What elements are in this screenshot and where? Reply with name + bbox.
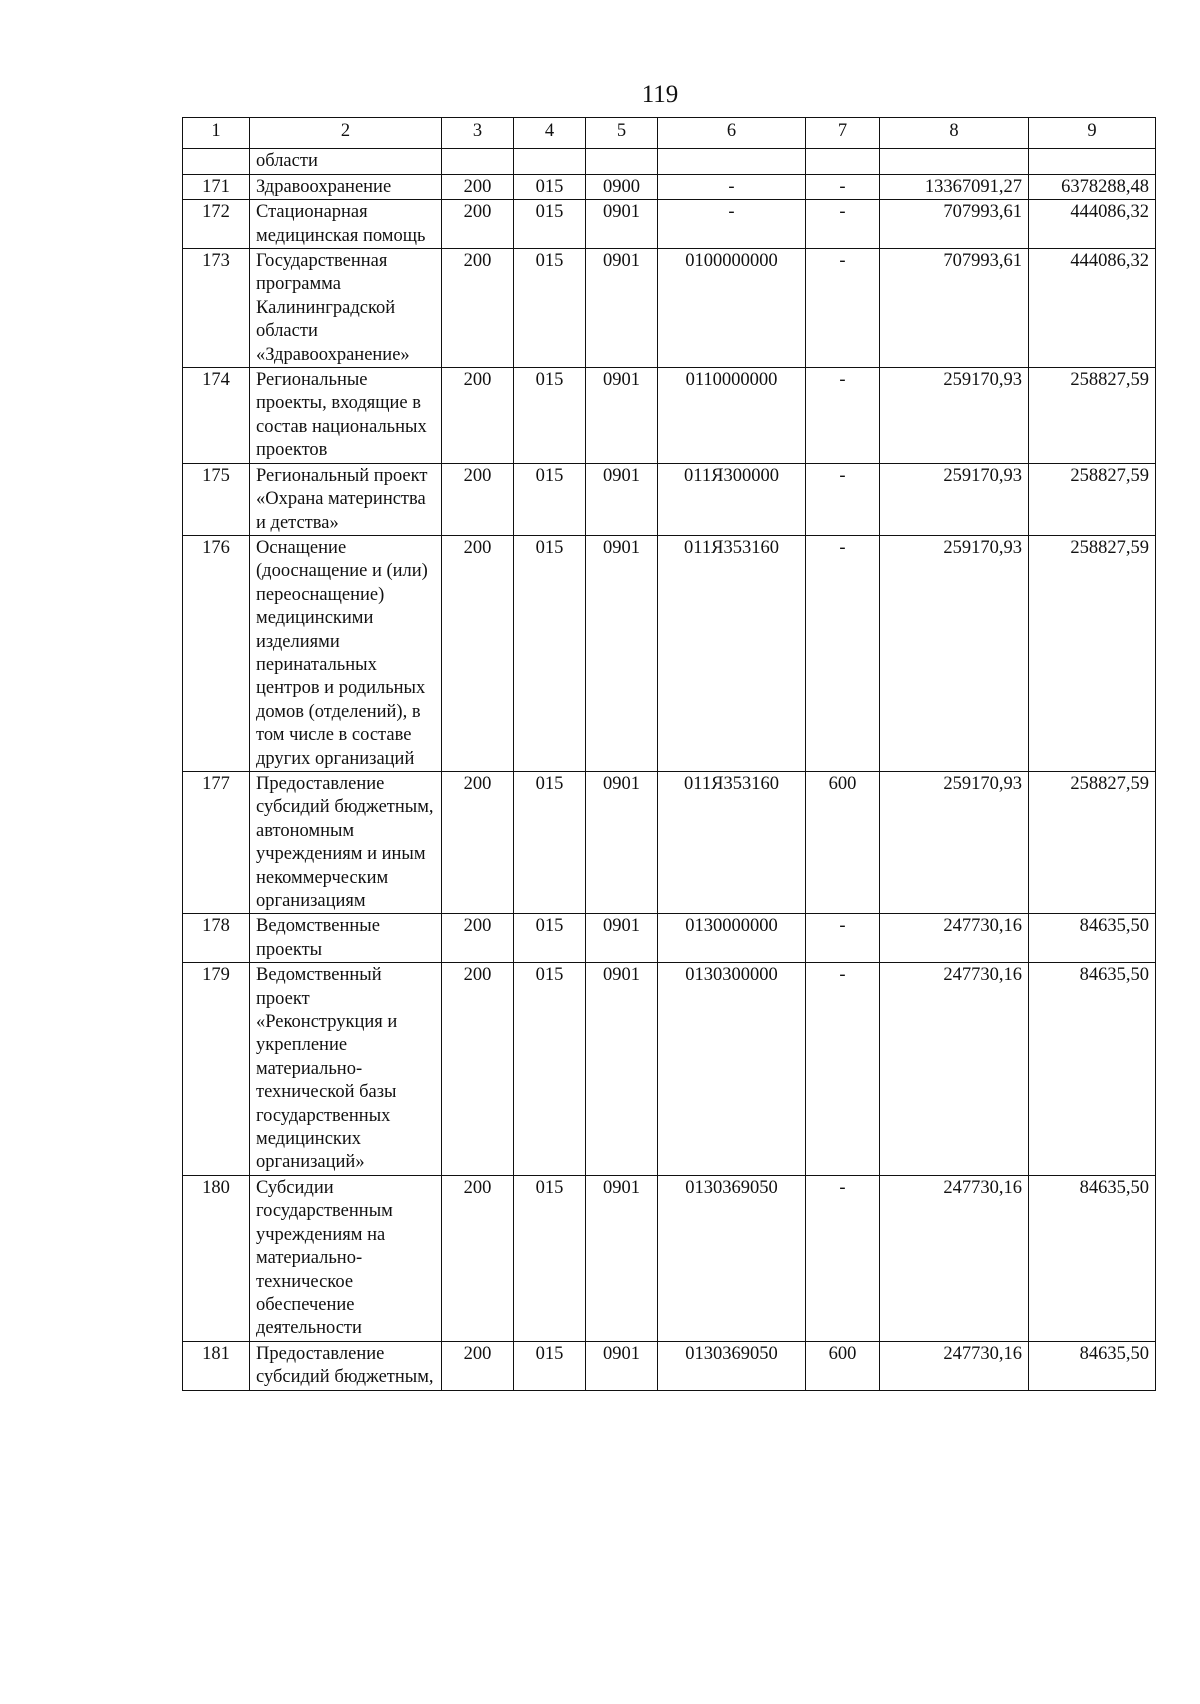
cell-col4 <box>514 149 586 174</box>
cell-col3: 200 <box>442 771 514 913</box>
cell-col4: 015 <box>514 174 586 199</box>
cell-col4: 015 <box>514 535 586 771</box>
table-row <box>183 963 1156 1176</box>
cell-col8: 259170,93 <box>880 463 1029 535</box>
cell-col5: 0901 <box>586 368 658 464</box>
cell-col5: 0901 <box>586 1175 658 1341</box>
cell-col7: 600 <box>806 771 880 913</box>
column-header-8: 8 <box>880 118 1029 149</box>
cell-col5: 0901 <box>586 1341 658 1390</box>
row-number: 178 <box>183 914 250 963</box>
cell-col6: 0130300000 <box>658 963 806 1176</box>
column-header-1: 1 <box>183 118 250 149</box>
cell-col8: 259170,93 <box>880 535 1029 771</box>
cell-col4: 015 <box>514 914 586 963</box>
cell-col5: 0901 <box>586 535 658 771</box>
cell-col6: 011Я353160 <box>658 771 806 913</box>
row-number: 180 <box>183 1175 250 1341</box>
cell-col6 <box>658 149 806 174</box>
cell-col4: 015 <box>514 463 586 535</box>
cell-col4: 015 <box>514 1341 586 1390</box>
row-name: Предоставление субсидий бюджетным, <box>250 1341 442 1390</box>
cell-col4: 015 <box>514 368 586 464</box>
row-number: 173 <box>183 249 250 368</box>
cell-col5: 0901 <box>586 771 658 913</box>
cell-col3: 200 <box>442 963 514 1176</box>
cell-col6: 0100000000 <box>658 249 806 368</box>
cell-col9: 258827,59 <box>1029 368 1156 464</box>
row-name: Предоставление субсидий бюджетным, автономным учреждениям и иным некоммерческим организациям <box>250 771 442 913</box>
row-name: Региональные проекты, входящие в состав национальных проектов <box>250 368 442 464</box>
table-row <box>183 1175 1156 1341</box>
cell-col7: - <box>806 963 880 1176</box>
cell-col3: 200 <box>442 463 514 535</box>
cell-col9: 258827,59 <box>1029 771 1156 913</box>
cell-col3: 200 <box>442 249 514 368</box>
cell-col9: 84635,50 <box>1029 963 1156 1176</box>
cell-col6: - <box>658 200 806 249</box>
cell-col4: 015 <box>514 1175 586 1341</box>
cell-col8: 259170,93 <box>880 771 1029 913</box>
cell-col8: 259170,93 <box>880 368 1029 464</box>
cell-col6: 011Я300000 <box>658 463 806 535</box>
row-name: Ведомственный проект «Реконструкция и укрепление материально-технической базы государственных медицинских организаций» <box>250 963 442 1176</box>
page-number: 119 <box>641 81 679 108</box>
table-row <box>183 200 1156 249</box>
row-name: Здравоохранение <box>250 174 442 199</box>
cell-col7: - <box>806 914 880 963</box>
cell-col4: 015 <box>514 771 586 913</box>
row-number: 172 <box>183 200 250 249</box>
cell-col8: 707993,61 <box>880 249 1029 368</box>
table-row <box>183 535 1156 771</box>
table-row <box>183 149 1156 174</box>
row-name: Оснащение (дооснащение и (или) переоснащение) медицинскими изделиями перинатальных центров и родильных домов (отделений), в том числе в составе других организаций <box>250 535 442 771</box>
row-number: 181 <box>183 1341 250 1390</box>
table-row <box>183 174 1156 199</box>
cell-col6: 0130369050 <box>658 1341 806 1390</box>
row-name: Региональный проект «Охрана материнства и детства» <box>250 463 442 535</box>
cell-col9: 84635,50 <box>1029 914 1156 963</box>
cell-col3: 200 <box>442 200 514 249</box>
row-number: 175 <box>183 463 250 535</box>
budget-table <box>182 117 1156 1391</box>
cell-col7: - <box>806 200 880 249</box>
cell-col9: 258827,59 <box>1029 463 1156 535</box>
cell-col4: 015 <box>514 249 586 368</box>
row-number: 176 <box>183 535 250 771</box>
cell-col6: - <box>658 174 806 199</box>
table-row <box>183 771 1156 913</box>
cell-col7: - <box>806 535 880 771</box>
row-number: 174 <box>183 368 250 464</box>
row-name: Субсидии государственным учреждениям на материально-техническое обеспечение деятельности <box>250 1175 442 1341</box>
row-name: Государственная программа Калининградской области «Здравоохранение» <box>250 249 442 368</box>
cell-col6: 0130000000 <box>658 914 806 963</box>
cell-col8: 247730,16 <box>880 1175 1029 1341</box>
cell-col9: 84635,50 <box>1029 1175 1156 1341</box>
cell-col5: 0900 <box>586 174 658 199</box>
column-header-3: 3 <box>442 118 514 149</box>
row-number <box>183 149 250 174</box>
column-header-2: 2 <box>250 118 442 149</box>
cell-col4: 015 <box>514 200 586 249</box>
table-row <box>183 463 1156 535</box>
cell-col3: 200 <box>442 1175 514 1341</box>
cell-col9: 258827,59 <box>1029 535 1156 771</box>
row-name: области <box>250 149 442 174</box>
cell-col6: 0130369050 <box>658 1175 806 1341</box>
column-header-6: 6 <box>658 118 806 149</box>
cell-col8: 247730,16 <box>880 963 1029 1176</box>
cell-col8: 707993,61 <box>880 200 1029 249</box>
cell-col3 <box>442 149 514 174</box>
cell-col8 <box>880 149 1029 174</box>
table-row <box>183 249 1156 368</box>
cell-col6: 0110000000 <box>658 368 806 464</box>
column-header-4: 4 <box>514 118 586 149</box>
cell-col7: - <box>806 1175 880 1341</box>
table-row <box>183 368 1156 464</box>
cell-col5: 0901 <box>586 249 658 368</box>
cell-col8: 247730,16 <box>880 1341 1029 1390</box>
row-number: 177 <box>183 771 250 913</box>
row-number: 171 <box>183 174 250 199</box>
header-row <box>183 118 1156 149</box>
cell-col7: - <box>806 368 880 464</box>
cell-col9: 84635,50 <box>1029 1341 1156 1390</box>
cell-col7 <box>806 149 880 174</box>
cell-col5: 0901 <box>586 463 658 535</box>
cell-col4: 015 <box>514 963 586 1176</box>
column-header-5: 5 <box>586 118 658 149</box>
cell-col9 <box>1029 149 1156 174</box>
cell-col6: 011Я353160 <box>658 535 806 771</box>
cell-col9: 6378288,48 <box>1029 174 1156 199</box>
cell-col7: - <box>806 463 880 535</box>
cell-col3: 200 <box>442 535 514 771</box>
cell-col9: 444086,32 <box>1029 249 1156 368</box>
cell-col7: 600 <box>806 1341 880 1390</box>
cell-col3: 200 <box>442 914 514 963</box>
cell-col5 <box>586 149 658 174</box>
cell-col7: - <box>806 249 880 368</box>
row-name: Ведомственные проекты <box>250 914 442 963</box>
cell-col3: 200 <box>442 174 514 199</box>
table-row <box>183 1341 1156 1390</box>
row-name: Стационарная медицинская помощь <box>250 200 442 249</box>
cell-col5: 0901 <box>586 914 658 963</box>
cell-col5: 0901 <box>586 200 658 249</box>
cell-col5: 0901 <box>586 963 658 1176</box>
cell-col3: 200 <box>442 1341 514 1390</box>
cell-col8: 13367091,27 <box>880 174 1029 199</box>
cell-col8: 247730,16 <box>880 914 1029 963</box>
cell-col7: - <box>806 174 880 199</box>
column-header-7: 7 <box>806 118 880 149</box>
table-row <box>183 914 1156 963</box>
cell-col3: 200 <box>442 368 514 464</box>
cell-col9: 444086,32 <box>1029 200 1156 249</box>
column-header-9: 9 <box>1029 118 1156 149</box>
row-number: 179 <box>183 963 250 1176</box>
